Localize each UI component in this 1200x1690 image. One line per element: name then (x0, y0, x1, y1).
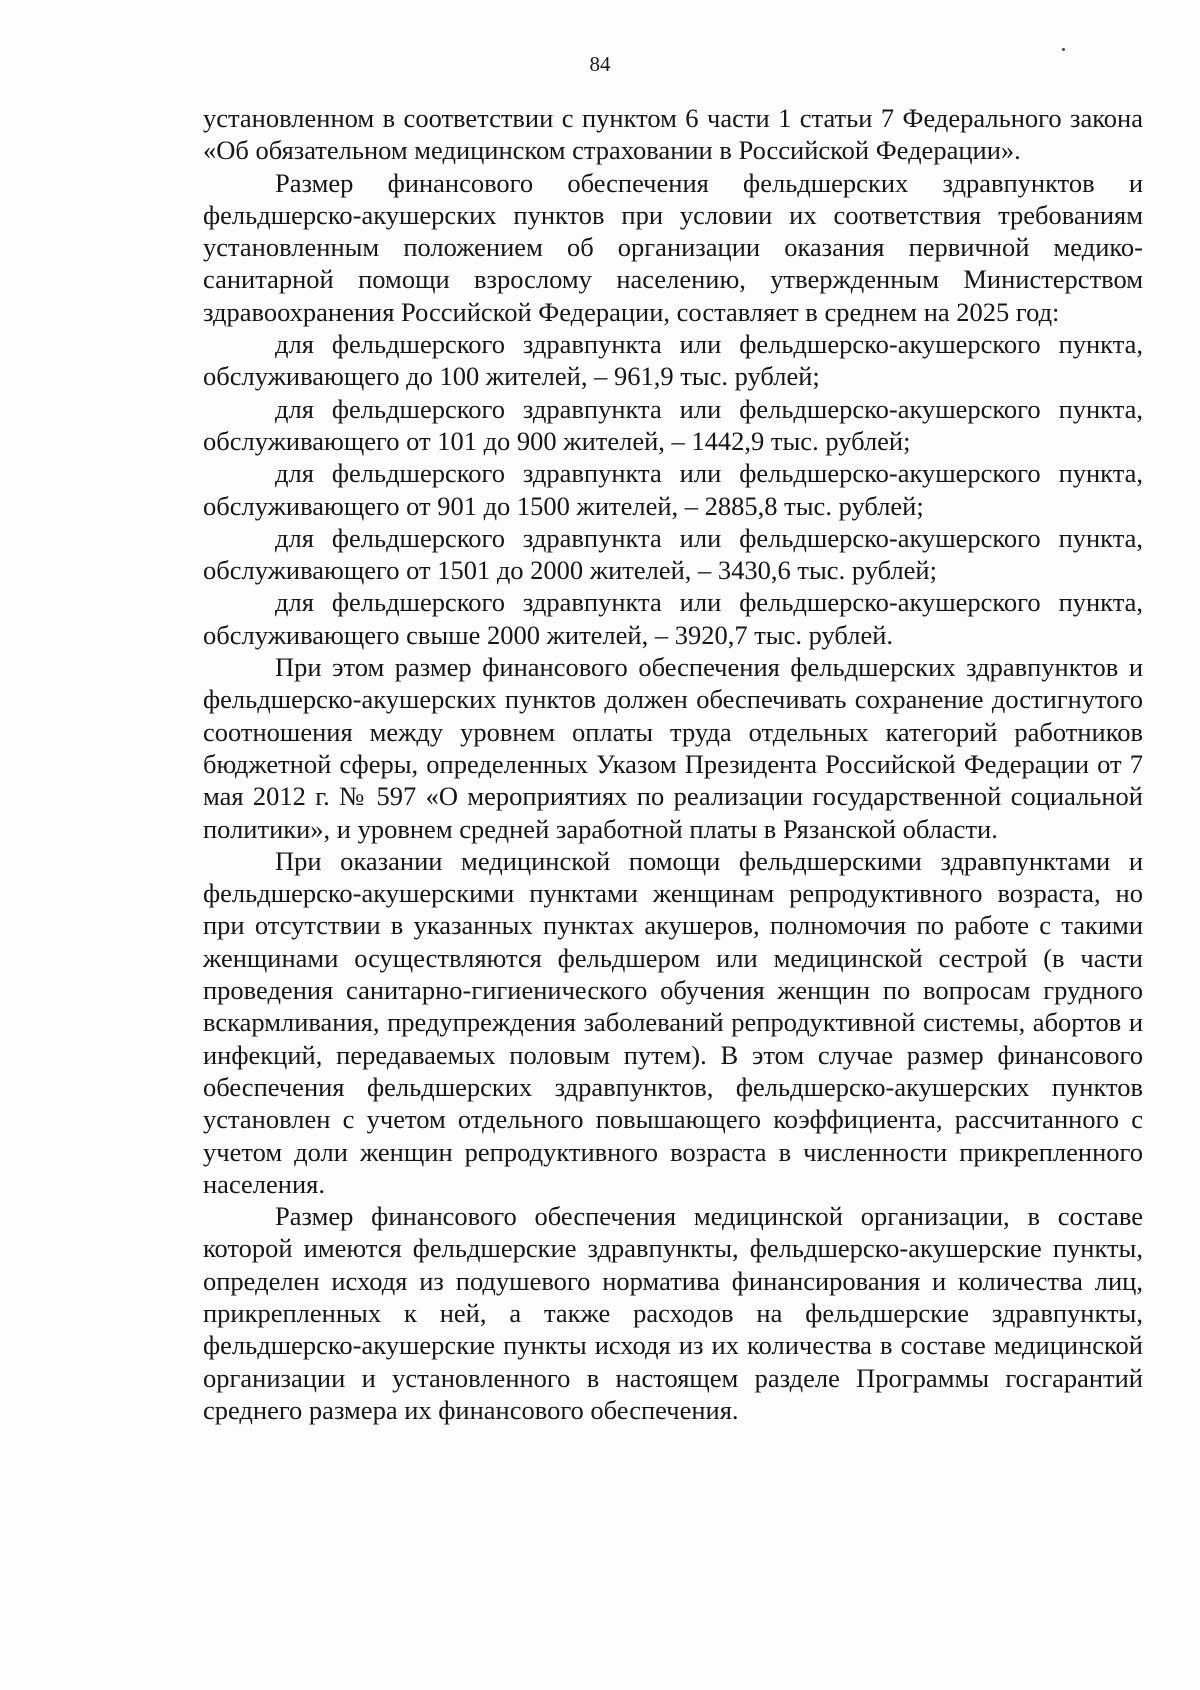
list-item-over-2000: для фельдшерского здравпункта или фельдшерско-акушерского пункта, обслуживающего свыше 2000 жителей, – 3920,7 тыс. рублей. (203, 587, 1143, 650)
list-item-101-900: для фельдшерского здравпункта или фельдшерско-акушерского пункта, обслуживающего от 101 до 900 жителей, – 1442,9 тыс. рублей; (203, 393, 1143, 456)
document-body (203, 102, 1143, 1426)
paragraph-organization-financing: Размер финансового обеспечения медицинской организации, в составе которой имеются фельдшерские здравпункты, фельдшерско-акушерские пункты, определен исходя из подушевого норматива финансирования и количества лиц, прикрепленных к ней, а также расходов на фельдшерские здравпункты, фельдшерско-акушерские пункты исходя из их количества в составе медицинской организации и установленного в настоящем разделе Программы госгарантий среднего размера их финансового обеспечения. (203, 1201, 1143, 1425)
page-number: 84 (589, 52, 611, 76)
paragraph-salary-ratio: При этом размер финансового обеспечения фельдшерских здравпунктов и фельдшерско-акушерских пунктов должен обеспечивать сохранение достигнутого соотношения между уровнем оплаты труда отдельных категорий работников бюджетной сферы, определенных Указом Президента Российской Федерации от 7 мая 2012 г. № 597 «О мероприятиях по реализации государственной социальной политики», и уровнем средней заработной платы в Рязанской области. (203, 652, 1143, 844)
list-item-901-1500: для фельдшерского здравпункта или фельдшерско-акушерского пункта, обслуживающего от 901 до 1500 жителей, – 2885,8 тыс. рублей; (203, 458, 1143, 521)
scan-speck (1062, 48, 1065, 51)
paragraph-financing-size: Размер финансового обеспечения фельдшерских здравпунктов и фельдшерско-акушерских пунктов при условии их соответствия требованиям установленным положением об организации оказания первичной медико-санитарной помощи взрослому населению, утвержденным Министерством здравоохранения Российской Федерации, составляет в среднем на 2025 год: (203, 167, 1143, 327)
paragraph-continuation: установленном в соответствии с пунктом 6 части 1 статьи 7 Федерального закона «Об обязательном медицинском страховании в Российской Федерации». (203, 103, 1143, 166)
paragraph-reproductive-age: При оказании медицинской помощи фельдшерскими здравпунктами и фельдшерско-акушерскими пунктами женщинам репродуктивного возраста, но при отсутствии в указанных пунктах акушеров, полномочия по работе с такими женщинами осуществляются фельдшером или медицинской сестрой (в части проведения санитарно-гигиенического обучения женщин по вопросам грудного вскармливания, предупреждения заболеваний репродуктивной системы, абортов и инфекций, передаваемых половым путем). В этом случае размер финансового обеспечения фельдшерских здравпунктов, фельдшерско-акушерских пунктов установлен с учетом отдельного повышающего коэффициента, рассчитанного с учетом доли женщин репродуктивного возраста в численности прикрепленного населения. (203, 845, 1143, 1199)
list-item-1501-2000: для фельдшерского здравпункта или фельдшерско-акушерского пункта, обслуживающего от 1501 до 2000 жителей, – 3430,6 тыс. рублей; (203, 522, 1143, 586)
list-item-up-to-100: для фельдшерского здравпункта или фельдшерско-акушерского пункта, обслуживающего до 100 жителей, – 961,9 тыс. рублей; (203, 329, 1143, 392)
